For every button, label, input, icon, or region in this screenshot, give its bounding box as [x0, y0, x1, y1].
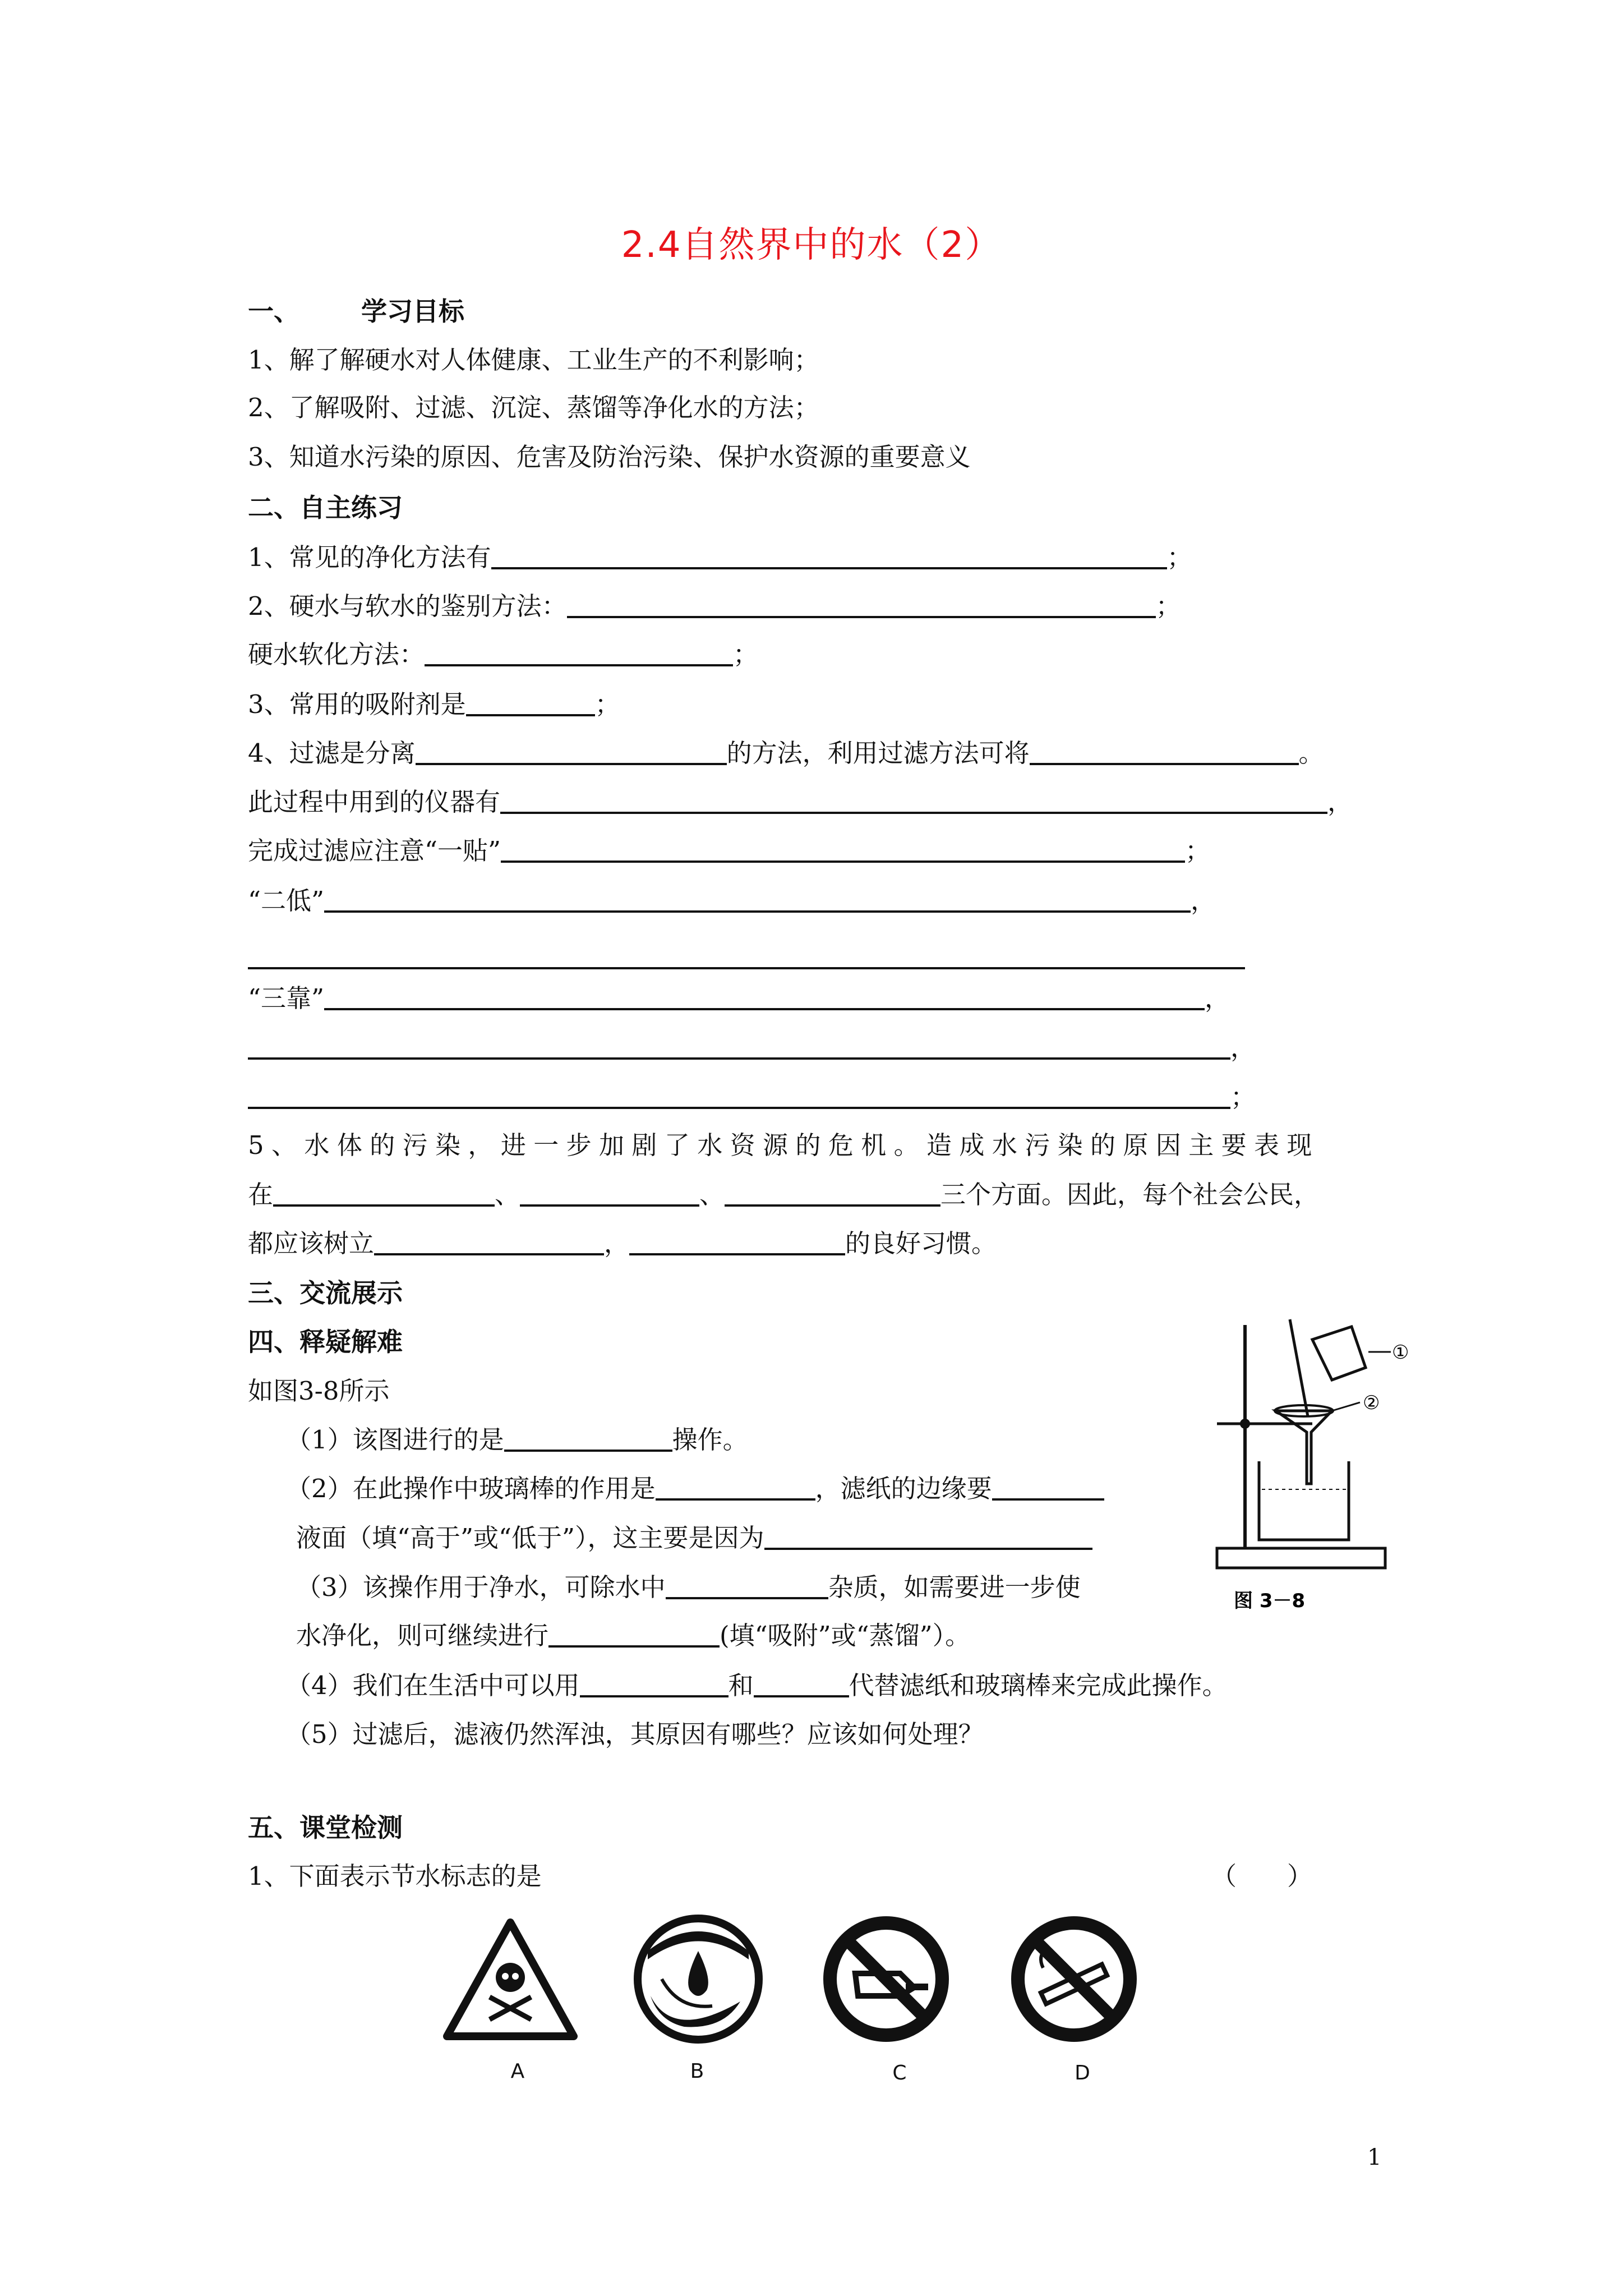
p3-blank-1[interactable] [666, 1572, 828, 1599]
q1-end: ； [1166, 542, 1192, 572]
option-a-label: A [510, 2060, 525, 2083]
option-a-poison-icon[interactable] [440, 1916, 580, 2045]
q5-line-3 [248, 1227, 997, 1260]
q4-lean-line-2 [248, 1031, 1256, 1065]
q4-tie-end: ； [1185, 836, 1211, 866]
section4-intro: 如图3-8所示 [248, 1376, 390, 1406]
p2-blank-1[interactable] [656, 1474, 815, 1501]
p3-text-b: 杂质，如需要进一步使 [828, 1572, 1081, 1602]
q4-low-blank-2[interactable] [248, 967, 1245, 969]
q1-blank[interactable] [491, 542, 1167, 569]
q5-blank-3[interactable] [725, 1180, 940, 1207]
p3-blank-2[interactable] [548, 1621, 720, 1648]
q5-blank-2[interactable] [520, 1180, 699, 1207]
q5-line3-sep: ， [604, 1228, 630, 1258]
q2b-blank[interactable] [425, 639, 733, 666]
q4-tie-blank[interactable] [501, 836, 1185, 863]
p1-text-a: （1）该图进行的是 [286, 1425, 504, 1455]
q4-low-text: “二低” [248, 886, 325, 915]
q3-blank[interactable] [466, 689, 595, 716]
q4-instruments-line [248, 785, 1353, 819]
objective-1: 1、解了解硬水对人体健康、工业生产的不利影响； [248, 345, 819, 375]
q4-lean-text: “三靠” [248, 983, 325, 1013]
p3-line-2 [296, 1619, 970, 1653]
page-title: 2.4自然界中的水（2） [621, 224, 1002, 266]
objective-3: 3、知道水污染的原因、危害及防治污染、保护水资源的重要意义 [248, 442, 971, 472]
q4-text-b: 的方法，利用过滤方法可将 [726, 738, 1030, 768]
q4-lean-blank[interactable] [324, 983, 1205, 1010]
q2-line [248, 590, 1181, 623]
p4-text-b: 和 [728, 1671, 754, 1700]
q5-sep-1: 、 [495, 1180, 520, 1209]
page-number: 1 [1367, 2145, 1382, 2170]
q2-blank[interactable] [567, 591, 1156, 618]
q5-line-2 [248, 1178, 1319, 1212]
q5-text-a: 在 [248, 1180, 274, 1209]
q4-instruments-text: 此过程中用到的仪器有 [248, 787, 501, 817]
p4-text-c: 代替滤纸和玻璃棒来完成此操作。 [849, 1671, 1228, 1700]
p4-line [286, 1669, 1228, 1703]
q4-tie-text: 完成过滤应注意“一贴” [248, 836, 501, 866]
p3-text-d: (填“吸附”或“蒸馏”）。 [720, 1621, 971, 1650]
q1-line [248, 541, 1192, 574]
p1-blank[interactable] [504, 1425, 672, 1452]
q5-line-1: 5、水体的污染，进一步加剧了水资源的危机。造成水污染的原因主要表现 [248, 1130, 1320, 1160]
p3-line [296, 1571, 1081, 1604]
figure-caption: 图 3－8 [1234, 1590, 1306, 1612]
q3-line [248, 688, 620, 721]
p4-blank-2[interactable] [754, 1671, 849, 1697]
section5-heading: 五、课堂检测 [248, 1812, 403, 1843]
section1-heading-text: 学习目标 [361, 296, 464, 326]
q4-low-line [248, 884, 1216, 918]
q4-tie-line [248, 834, 1210, 868]
section1-heading [248, 295, 464, 328]
p2-line-2 [296, 1521, 1092, 1555]
p3-text-a: （3）该操作用于净水，可除水中 [296, 1572, 666, 1602]
q4-instruments-end: ， [1327, 787, 1353, 817]
filtration-figure [1206, 1313, 1453, 1627]
q4-instruments-blank[interactable] [500, 787, 1327, 814]
p4-blank-1[interactable] [580, 1671, 728, 1697]
stand-base [1217, 1548, 1385, 1568]
q4-blank-b[interactable] [1030, 738, 1299, 765]
q5-line3-text: 都应该树立 [248, 1228, 375, 1258]
option-d-no-smoking-icon[interactable] [1004, 1912, 1144, 2046]
option-c-prohibition-icon[interactable] [816, 1912, 956, 2046]
q2b-text: 硬水软化方法： [248, 639, 425, 669]
s5-q1-text: 1、下面表示节水标志的是 [248, 1861, 542, 1891]
q4-lean-end-2: ， [1230, 1033, 1256, 1062]
p2-text-c: 液面（填“高于”或“低于”），这主要是因为 [296, 1523, 764, 1553]
q3-end: ； [594, 689, 620, 719]
q4-text-c: 。 [1298, 738, 1324, 768]
section4-heading: 四、释疑解难 [248, 1327, 403, 1357]
section2-heading: 二、自主练习 [248, 493, 403, 523]
q3-text: 3、常用的吸附剂是 [248, 689, 466, 719]
q4-lean-line-3 [248, 1080, 1256, 1114]
q4-blank-a[interactable] [416, 738, 727, 765]
q5-line3-end: 的良好习惯。 [845, 1228, 997, 1258]
beaker [1259, 1461, 1349, 1540]
p2-text-b: ，滤纸的边缘要 [815, 1474, 992, 1503]
q2b-line [248, 638, 758, 671]
p5-line: （5）过滤后，滤液仍然浑浊，其原因有哪些？应该如何处理？ [286, 1719, 984, 1749]
p4-text-a: （4）我们在生活中可以用 [286, 1671, 580, 1700]
q2b-end: ； [733, 639, 759, 669]
figure-mark-2: ② [1363, 1392, 1380, 1414]
q4-line [248, 737, 1324, 770]
q1-text: 1、常见的净化方法有 [248, 542, 491, 572]
pouring-beaker [1312, 1327, 1366, 1380]
funnel [1276, 1411, 1332, 1484]
p2-line [286, 1472, 1104, 1506]
p1-text-b: 操作。 [672, 1425, 748, 1455]
objective-2: 2、了解吸附、过滤、沉淀、蒸馏等净化水的方法； [248, 393, 819, 422]
q4-low-end: ， [1191, 886, 1216, 915]
s5-q1-line [248, 1860, 542, 1893]
p2-blank-3[interactable] [764, 1523, 1092, 1550]
q5-blank-1[interactable] [273, 1180, 495, 1207]
section1-heading-num: 一、 [248, 296, 299, 326]
section3-heading: 三、交流展示 [248, 1278, 403, 1308]
p3-text-c: 水净化，则可继续进行 [296, 1621, 549, 1650]
figure-mark-1: ① [1392, 1341, 1409, 1364]
p2-blank-2[interactable] [992, 1474, 1104, 1501]
q2-text: 2、硬水与软水的鉴别方法： [248, 591, 567, 621]
clamp-knob [1240, 1419, 1250, 1429]
q4-lean-end: ， [1205, 983, 1230, 1013]
glass-rod [1290, 1319, 1308, 1416]
q2-end: ； [1155, 591, 1181, 621]
q4-lean-blank-3[interactable] [248, 1082, 1230, 1109]
q5-sep-2: 、 [699, 1180, 725, 1209]
p2-text-a: （2）在此操作中玻璃棒的作用是 [286, 1474, 656, 1503]
s5-q1-paren: （ ） [1211, 1861, 1313, 1891]
q4-lean-line [248, 982, 1230, 1015]
option-b-water-saving-icon[interactable] [628, 1912, 768, 2046]
p1-line [286, 1423, 748, 1457]
q5-blank-5[interactable] [629, 1228, 845, 1255]
option-b-label: B [690, 2060, 704, 2083]
q5-blank-4[interactable] [374, 1228, 604, 1255]
option-c-label: C [892, 2062, 907, 2085]
q4-text-a: 4、过滤是分离 [248, 738, 416, 768]
q4-low-blank[interactable] [324, 886, 1191, 913]
q4-lean-blank-2[interactable] [248, 1033, 1230, 1060]
option-d-label: D [1075, 2062, 1090, 2085]
q5-text-end: 三个方面。因此，每个社会公民， [940, 1180, 1320, 1209]
q4-lean-end-3: ； [1230, 1082, 1256, 1112]
